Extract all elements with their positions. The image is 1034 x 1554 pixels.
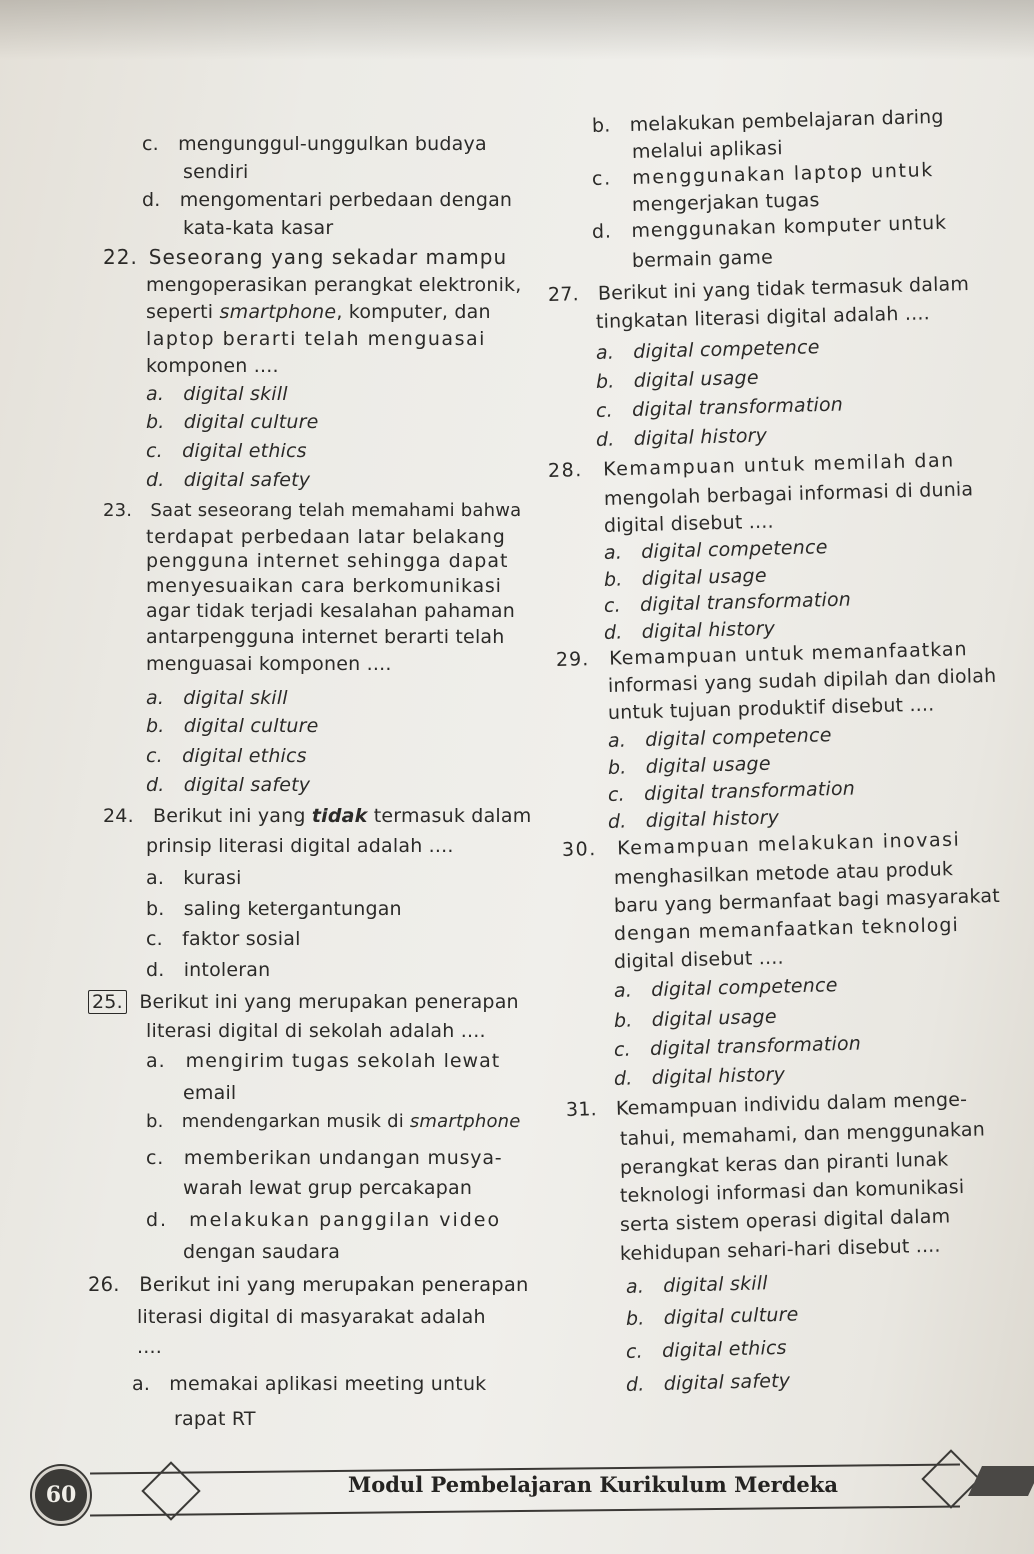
q26-option-a-line1: a. memakai aplikasi meeting untuk [132,1373,487,1395]
q22-stem-line3: seperti smartphone, komputer, dan [146,301,491,323]
q23-stem-line1: 23. Saat seseorang telah memahami bahwa [103,500,522,521]
q21-option-d-line1: d. mengomentari perbedaan dengan [142,189,513,211]
q31-stem-line4: teknologi informasi dan komunikasi [619,1175,965,1207]
q22-stem-line1: 22. Seseorang yang sekadar mampu [103,245,508,269]
q29-option-b: b. digital usage [607,752,771,779]
q23-stem-line3: pengguna internet sehingga dapat [146,550,509,572]
q27-option-c: c. digital transformation [595,393,844,422]
q26-stem-line2: literasi digital di masyarakat adalah [137,1306,486,1328]
q29-option-a: a. digital competence [607,724,832,752]
q24-option-b: b. saling ketergantungan [146,898,402,920]
q21-option-d-line2: kata-kata kasar [183,217,334,239]
q24-option-c: c. faktor sosial [146,928,301,950]
q28-option-a: a. digital competence [603,536,828,564]
q31-option-b: b. digital culture [625,1303,799,1330]
q28-stem-line3: digital disebut .... [603,510,775,537]
q31-option-d: d. digital safety [625,1369,791,1396]
q27-stem-line2: tingkatan literasi digital adalah .... [595,302,931,333]
q21-option-b-line1: b. melakukan pembelajaran daring [591,105,944,137]
q27-stem-line1: 27. Berikut ini yang tidak termasuk dalam [547,272,970,306]
q29-option-c: c. digital transformation [607,777,856,806]
q30-option-a: a. digital competence [613,974,838,1002]
q27-option-a: a. digital competence [595,336,820,364]
q24-stem-line1: 24. Berikut ini yang tidak termasuk dalam [103,805,532,827]
q25-option-d-line1: d. melakukan panggilan video [146,1209,502,1231]
q24-stem-line2: prinsip literasi digital adalah .... [146,835,454,857]
q28-option-b: b. digital usage [603,564,767,591]
q30-option-b: b. digital usage [613,1005,777,1032]
q29-option-d: d. digital history [607,806,780,833]
q28-option-c: c. digital transformation [603,588,852,617]
q23-stem-line6: antarpengguna internet berarti telah [146,626,505,648]
q25-option-b: b. mendengarkan musik di smartphone [146,1111,521,1132]
q23-stem-line7: menguasai komponen .... [146,653,392,675]
q30-option-c: c. digital transformation [613,1032,862,1061]
q22-option-d: d. digital safety [146,469,311,491]
q29-stem-line1: 29. Kemampuan untuk memanfaatkan [555,638,968,671]
q21-option-c-line2: sendiri [183,161,249,183]
q22-stem-line5: komponen .... [146,355,279,377]
q30-stem-line1: 30. Kemampuan melakukan inovasi [561,828,961,861]
q21-option-d-right-line2: bermain game [631,246,774,272]
q21-option-c-right-line1: c. menggunakan laptop untuk [591,159,935,190]
q23-stem-line5: agar tidak terjadi kesalahan pahaman [146,600,515,622]
q23-option-d: d. digital safety [146,774,311,796]
q21-option-d-right-line1: d. menggunakan komputer untuk [591,211,948,243]
q30-stem-line3: baru yang bermanfaat bagi masyarakat [613,884,1001,917]
q31-stem-line6: kehidupan sehari-hari disebut .... [619,1234,941,1265]
q28-stem-line1: 28. Kemampuan untuk memilah dan [547,449,955,482]
q31-stem-line2: tahui, memahami, dan menggunakan [619,1118,986,1150]
q23-stem-line4: menyesuaikan cara berkomunikasi [146,575,502,597]
q23-stem-line2: terdapat perbedaan latar belakang [146,526,506,548]
q22-option-a: a. digital skill [146,383,288,405]
q24-option-a: a. kurasi [146,867,242,889]
q29-stem-line2: informasi yang sudah dipilah dan diolah [607,664,997,697]
q22-stem-line2: mengoperasikan perangkat elektronik, [146,274,522,296]
q23-option-a: a. digital skill [146,687,288,709]
q25-stem-line1: 25. Berikut ini yang merupakan penerapan [88,990,519,1014]
q31-stem-line5: serta sistem operasi digital dalam [619,1205,951,1236]
q26-stem-line1: 26. Berikut ini yang merupakan penerapan [88,1273,529,1296]
q25-stem-line2: literasi digital di sekolah adalah .... [146,1020,486,1042]
q26-option-a-line2: rapat RT [174,1408,256,1430]
q23-option-c: c. digital ethics [146,745,307,767]
q30-stem-line4: dengan memanfaatkan teknologi [613,913,960,945]
q23-option-b: b. digital culture [146,715,319,737]
q24-option-d: d. intoleran [146,959,271,981]
q25-option-c-line1: c. memberikan undangan musya- [146,1147,503,1169]
q27-option-b: b. digital usage [595,366,759,393]
q28-option-d: d. digital history [603,617,776,644]
q28-stem-line2: mengolah berbagai informasi di dunia [603,478,974,510]
q27-option-d: d. digital history [595,424,768,451]
q31-option-c: c. digital ethics [625,1336,788,1363]
q21-option-c-right-line2: mengerjakan tugas [631,189,820,216]
q22-option-c: c. digital ethics [146,440,307,462]
q21-option-b-line2: melalui aplikasi [631,137,783,163]
q21-option-c-line1: c. mengunggul-unggulkan budaya [142,133,487,155]
q22-stem-line4: laptop berarti telah menguasai [146,328,486,350]
q31-stem-line3: perangkat keras dan piranti lunak [619,1148,949,1179]
q26-stem-line3: .... [137,1336,162,1358]
q25-number-box: 25. [88,990,127,1014]
page-number-badge: 60 [32,1466,90,1524]
q30-stem-line5: digital disebut .... [613,946,785,973]
q31-stem-line1: 31. Kemampuan individu dalam menge- [565,1088,968,1121]
page-top-shadow [0,0,1034,60]
q30-option-d: d. digital history [613,1063,786,1090]
q29-stem-line3: untuk tujuan produktif disebut .... [607,693,935,724]
footer-title: Modul Pembelajaran Kurikulum Merdeka [348,1472,838,1497]
q25-option-a-line2: email [183,1082,237,1104]
q30-stem-line2: menghasilkan metode atau produk [613,858,954,889]
q31-option-a: a. digital skill [625,1272,768,1298]
q25-option-a-line1: a. mengirim tugas sekolah lewat [146,1050,501,1072]
q22-option-b: b. digital culture [146,411,319,433]
q25-option-d-line2: dengan saudara [183,1241,341,1263]
q25-option-c-line2: warah lewat grup percakapan [183,1177,473,1199]
